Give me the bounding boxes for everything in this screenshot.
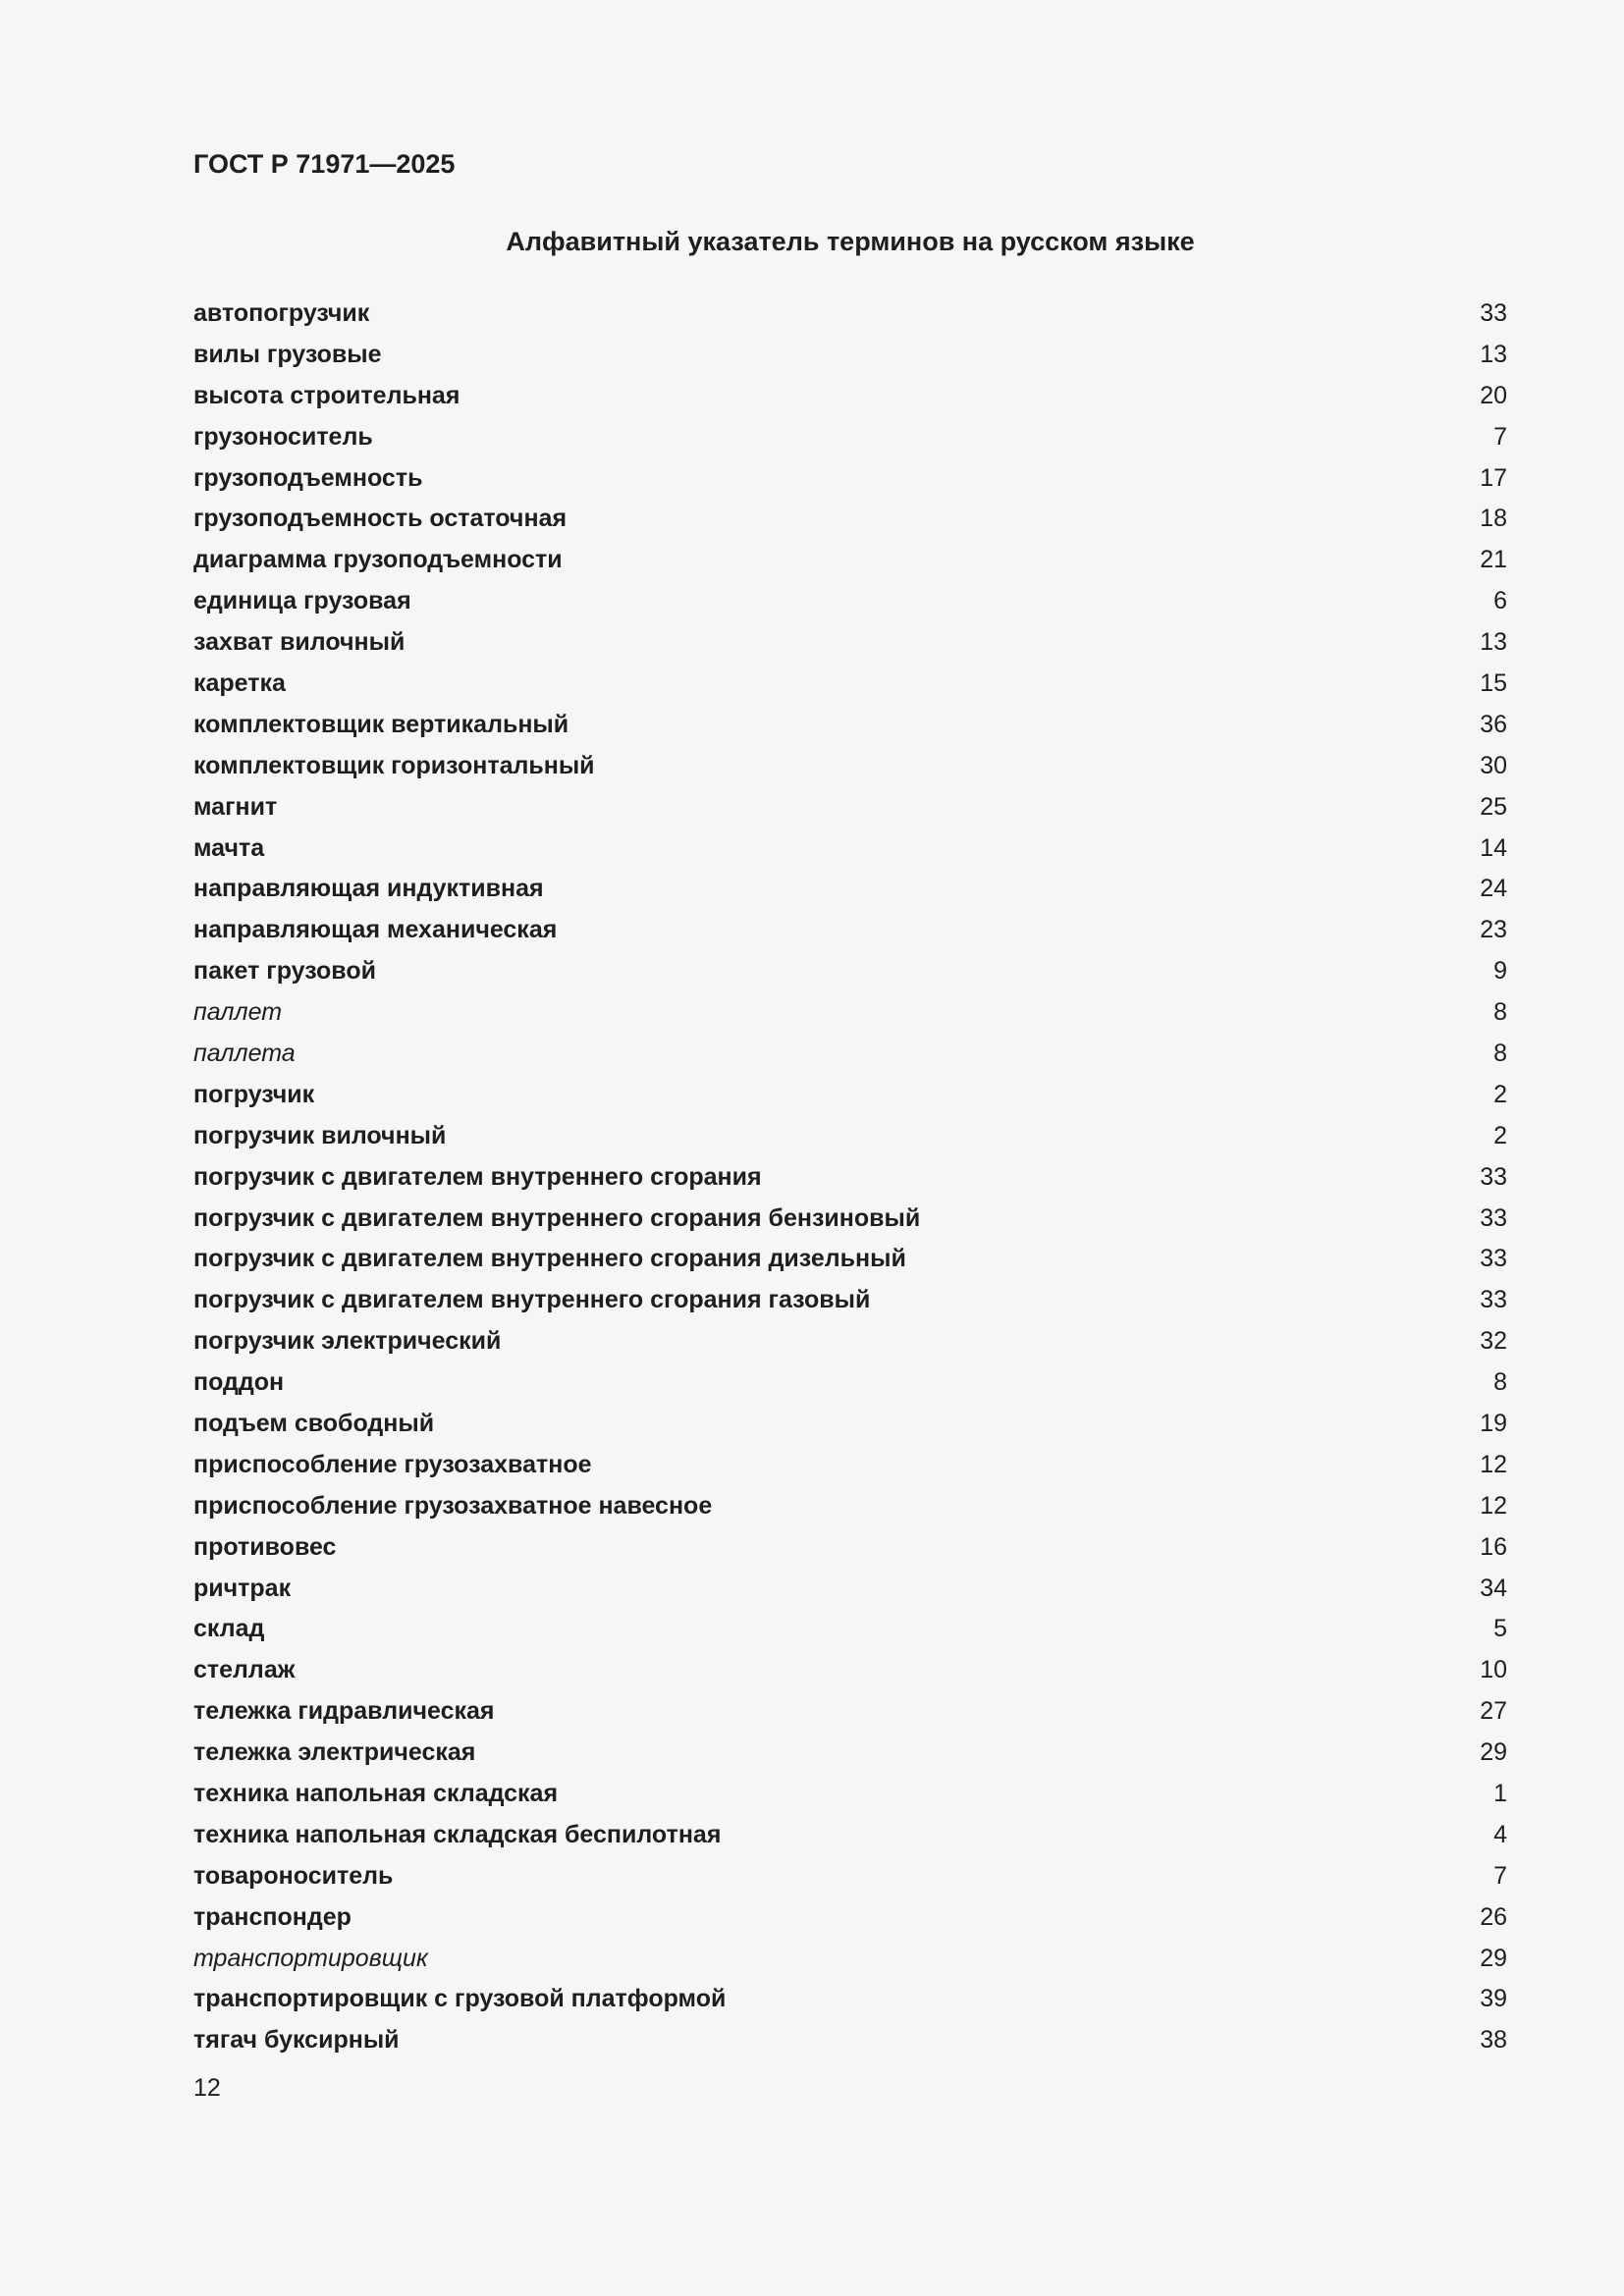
index-term: приспособление грузозахватное: [193, 1450, 592, 1478]
index-entry: [193, 1814, 1507, 1855]
index-entry: [193, 1074, 1507, 1115]
index-entry: [193, 1649, 1507, 1690]
index-term: погрузчик с двигателем внутреннего сгорания бензиновый: [193, 1203, 921, 1232]
index-entry: [193, 1444, 1507, 1485]
index-term: поддон: [193, 1368, 285, 1397]
index-term: комплектовщик вертикальный: [193, 710, 569, 738]
index-entry: [193, 1732, 1507, 1773]
index-term: грузоноситель: [193, 422, 373, 451]
index-entry: [193, 1485, 1507, 1526]
index-term: мачта: [193, 833, 265, 862]
index-entry: [193, 991, 1507, 1033]
index-term: автопогрузчик: [193, 298, 370, 327]
index-term: погрузчик электрический: [193, 1327, 502, 1356]
index-term: тягач буксирный: [193, 2026, 400, 2055]
index-term: направляющая механическая: [193, 916, 558, 944]
index-entry: [193, 828, 1507, 869]
index-term: паллета: [193, 1039, 296, 1067]
index-entry: [193, 868, 1507, 909]
index-page-ref: 24: [1480, 875, 1507, 903]
index-page-ref: 13: [1480, 628, 1507, 657]
index-term: направляющая индуктивная: [193, 875, 544, 903]
index-term: тележка гидравлическая: [193, 1697, 495, 1726]
index-page-ref: 34: [1480, 1574, 1507, 1602]
index-entry: [193, 1855, 1507, 1896]
index-entry: [193, 1115, 1507, 1156]
index-entry: [193, 1238, 1507, 1279]
index-term: диаграмма грузоподъемности: [193, 546, 563, 574]
index-entry: [193, 1896, 1507, 1938]
index-page-ref: 15: [1480, 668, 1507, 697]
index-entry: [193, 334, 1507, 375]
index-page-ref: 17: [1480, 463, 1507, 492]
index-term: погрузчик: [193, 1080, 315, 1108]
index-page-ref: 4: [1493, 1820, 1507, 1848]
index-page-ref: 33: [1480, 1203, 1507, 1232]
index-entry: [193, 950, 1507, 991]
index-entry: [193, 1690, 1507, 1732]
index-page-ref: 18: [1480, 505, 1507, 533]
index-term: паллет: [193, 998, 283, 1027]
index-page-ref: 30: [1480, 751, 1507, 779]
index-entry: [193, 539, 1507, 580]
index-entry: [193, 1773, 1507, 1814]
index-entry: [193, 2019, 1507, 2060]
index-entry: [193, 1938, 1507, 1979]
index-entry: [193, 1403, 1507, 1444]
index-page-ref: 8: [1493, 1368, 1507, 1397]
index-entry: [193, 1320, 1507, 1362]
index-page-ref: 8: [1493, 998, 1507, 1027]
index-entry: [193, 1198, 1507, 1239]
index-entry: [193, 909, 1507, 950]
index-page-ref: 33: [1480, 298, 1507, 327]
index-entry: [193, 1979, 1507, 2020]
index-page-ref: 10: [1480, 1656, 1507, 1684]
term-index-list: [193, 293, 1507, 2060]
index-page-ref: 38: [1480, 2026, 1507, 2055]
index-term: погрузчик с двигателем внутреннего сгорания дизельный: [193, 1245, 906, 1273]
index-page-ref: 23: [1480, 916, 1507, 944]
index-term: пакет грузовой: [193, 957, 376, 986]
index-term: погрузчик с двигателем внутреннего сгорания: [193, 1162, 762, 1191]
index-term: магнит: [193, 792, 278, 821]
index-page-ref: 12: [1480, 1450, 1507, 1478]
index-page-ref: 19: [1480, 1409, 1507, 1437]
page-number: 12: [193, 2074, 221, 2102]
index-entry: [193, 498, 1507, 539]
index-entry: [193, 786, 1507, 828]
index-term: грузоподъемность остаточная: [193, 505, 568, 533]
index-page-ref: 8: [1493, 1039, 1507, 1067]
index-page-ref: 33: [1480, 1245, 1507, 1273]
index-page-ref: 29: [1480, 1944, 1507, 1972]
index-page-ref: 5: [1493, 1615, 1507, 1643]
index-term: комплектовщик горизонтальный: [193, 751, 595, 779]
index-term: грузоподъемность: [193, 463, 423, 492]
index-entry: [193, 293, 1507, 334]
index-title: Алфавитный указатель терминов на русском языке: [506, 227, 1195, 256]
index-term: транспондер: [193, 1902, 352, 1931]
index-page-ref: 33: [1480, 1286, 1507, 1314]
index-term: ричтрак: [193, 1574, 292, 1602]
index-page-ref: 39: [1480, 1985, 1507, 2013]
index-page-ref: 20: [1480, 381, 1507, 409]
index-entry: [193, 621, 1507, 663]
index-term: техника напольная складская беспилотная: [193, 1820, 722, 1848]
index-entry: [193, 580, 1507, 621]
index-entry: [193, 457, 1507, 499]
index-page-ref: 29: [1480, 1738, 1507, 1767]
index-term: стеллаж: [193, 1656, 296, 1684]
index-page-ref: 7: [1493, 422, 1507, 451]
index-entry: [193, 1033, 1507, 1074]
index-entry: [193, 1279, 1507, 1320]
index-term: техника напольная складская: [193, 1780, 559, 1807]
index-term: транспортировщик с грузовой платформой: [193, 1985, 727, 2013]
index-page-ref: 9: [1493, 957, 1507, 986]
index-term: погрузчик вилочный: [193, 1121, 447, 1149]
index-page-ref: 32: [1480, 1327, 1507, 1356]
document-code: ГОСТ Р 71971—2025: [193, 149, 456, 179]
index-entry: [193, 663, 1507, 704]
index-entry: [193, 416, 1507, 457]
index-page-ref: 13: [1480, 340, 1507, 368]
index-entry: [193, 704, 1507, 745]
index-page-ref: 36: [1480, 710, 1507, 738]
index-term: погрузчик с двигателем внутреннего сгорания газовый: [193, 1286, 871, 1314]
index-page-ref: 26: [1480, 1902, 1507, 1931]
index-term: противовес: [193, 1532, 337, 1561]
index-page-ref: 1: [1493, 1780, 1507, 1807]
index-term: высота строительная: [193, 381, 460, 409]
index-page-ref: 33: [1480, 1162, 1507, 1191]
index-page-ref: 2: [1493, 1080, 1507, 1108]
index-term: единица грузовая: [193, 587, 411, 615]
index-page-ref: 21: [1480, 546, 1507, 574]
index-entry: [193, 375, 1507, 416]
index-page-ref: 12: [1480, 1491, 1507, 1520]
index-term: товароноситель: [193, 1861, 394, 1890]
index-term: подъем свободный: [193, 1409, 435, 1437]
index-page-ref: 14: [1480, 833, 1507, 862]
index-page-ref: 7: [1493, 1861, 1507, 1890]
index-entry: [193, 745, 1507, 786]
index-term: захват вилочный: [193, 628, 406, 657]
index-entry: [193, 1609, 1507, 1650]
index-term: тележка электрическая: [193, 1738, 476, 1767]
index-term: каретка: [193, 668, 286, 697]
index-term: вилы грузовые: [193, 340, 382, 368]
index-entry: [193, 1362, 1507, 1403]
index-page-ref: 16: [1480, 1532, 1507, 1561]
index-term: склад: [193, 1615, 265, 1643]
index-entry: [193, 1526, 1507, 1568]
index-entry: [193, 1568, 1507, 1609]
index-page-ref: 6: [1493, 587, 1507, 615]
index-page-ref: 25: [1480, 792, 1507, 821]
index-entry: [193, 1156, 1507, 1198]
index-term: приспособление грузозахватное навесное: [193, 1491, 713, 1520]
index-page-ref: 2: [1493, 1121, 1507, 1149]
index-page-ref: 27: [1480, 1697, 1507, 1726]
index-term: транспортировщик: [193, 1944, 428, 1972]
